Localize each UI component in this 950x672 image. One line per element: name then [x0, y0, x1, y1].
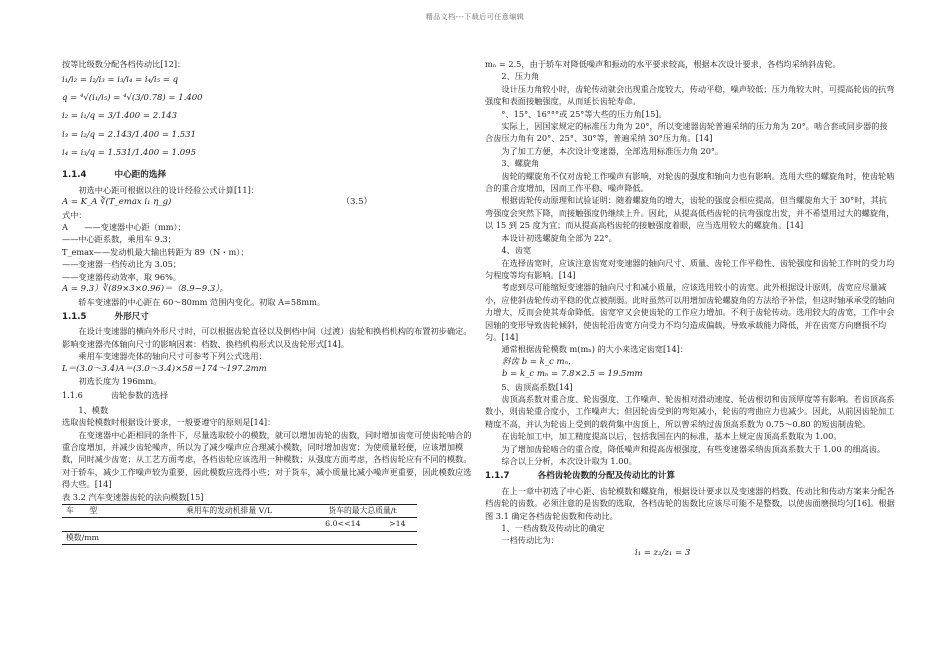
face-width-formula-1: 斜齿 b = k_c mₙ，: [502, 356, 577, 367]
where-label: 式中：: [62, 209, 87, 220]
addendum-heading: 5、齿顶高系数[14]: [501, 381, 573, 392]
module-table: [62, 504, 417, 545]
face-width-p3: 通常根据齿轮模数 m(mₙ) 的大小来选定齿宽[14]：: [501, 344, 689, 355]
section-title: 中心距的选择: [114, 170, 167, 181]
dimensions-paragraph: 在设计变速器的横向外形尺寸时，可以根据齿轮直径以及倒档中间（过渡）齿轮和换档机构的布置初步确定。影响变速器壳体轴向尺寸的影响因素：档数、换档机构形式以及齿轮形式[14]。: [62, 326, 472, 349]
helix-angle-p1: 齿轮的螺旋角不仅对齿轮工作噪声有影响，对轮齿的强度和轴向力也有影响。选用大些的螺旋角时，使齿轮啮合的重合度增加，因而工作平稳、噪声降低。: [485, 170, 895, 194]
face-width-heading: 4、齿宽: [501, 245, 532, 256]
section-1-1-7-heading: [485, 470, 895, 482]
q-equation: q = ⁴√(i₁/i₅) = ⁴√(3/0.78) = 1.400: [62, 92, 203, 103]
i4-equation: i₄ = i₃/q = 1.531/1.400 = 1.095: [62, 148, 196, 159]
section-number: 1.1.5: [62, 311, 87, 322]
center-distance-calc: A = 9.3）∛(89×3×0.96)＝（8.9−9.3）。: [62, 284, 229, 295]
module-principle: 在变速器中心距相同的条件下，尽量选取较小的模数，就可以增加齿轮的齿数，同时增加齿宽可使齿轮啮合的重合度增加，并减少齿轮噪声，所以为了减少噪声应合理减小模数，同时增加齿宽；为使质量轻便，应该增加模数，同时减少齿宽；从工艺方面考虑，各档齿轮应该选用一种模数；从强度方面考虑，各档齿轮应有不同的模数。对于轿车，减少工作噪声较为重要，因此模数应选得小些；对于货车，减小质量比减小噪声更重要，因此模数应选得大些。[14]: [62, 429, 472, 490]
table-caption: 表 3.2 汽车变速器齿轮的法向模数[15]: [62, 491, 204, 502]
table-cell: [62, 518, 150, 531]
i3-equation: i₃ = i₂/q = 2.143/1.400 = 1.531: [62, 129, 196, 140]
section-title: 各档齿轮齿数的分配及传动比的计算: [537, 471, 675, 482]
table-subheader-2: >14: [378, 518, 417, 531]
table-header-car: 乘用车的发动机排量 V/L: [150, 505, 308, 518]
module-selection: mₙ = 2.5，由于轿车对降低噪声和振动的水平要求较高，根据本次设计要求，各档均采纳斜齿轮。: [485, 59, 841, 69]
i2-equation: i₂ = i₁/q = 3/1.400 = 2.143: [62, 111, 178, 122]
page-header: 精品文档---下载后可任意编辑: [425, 13, 525, 21]
ratio-equation: i₁/i₂ = i₂/i₃ = i₃/i₄ = i₄/i₅ = q: [62, 75, 179, 86]
section-number: 1.1.7: [485, 471, 510, 482]
axial-size-intro: 乘用车变速器壳体的轴向尺寸可参考下列公式选用：: [78, 351, 267, 362]
table-cell: [308, 531, 378, 544]
equation-number: （3.5）: [341, 197, 372, 208]
face-width-formula-2: b = k_c mₙ = 7.8×2.5 = 19.5mm: [502, 369, 643, 380]
face-width-p1: 在选择齿宽时，应该注意齿宽对变速器的轴向尺寸、质量、齿轮工作平稳性、齿轮强度和齿轮工作时的受力均匀程度等均有影响。[14]: [485, 257, 895, 280]
pressure-angle-heading: 2、压力角: [501, 71, 540, 82]
def-i1: ——变速器一档传动比为 3.05；: [62, 259, 182, 270]
helix-angle-p3: 本设计初选螺旋角全部为 22°。: [501, 232, 617, 243]
tooth-count-intro: 在上一章中初选了中心距、齿轮模数和螺旋角，根据设计要求以及变速器的档数、传动比和传动方案来分配各档齿轮的齿数。必须注意的是齿数的选取，各档齿轮的齿数比应该尽可能不是整数，以使齿面磨损均匀[16]。根据图 3.1 确定各档齿轮齿数和传动比。: [485, 485, 895, 521]
gear-ratio-intro: 按等比级数分配各档传动比[12]：: [62, 59, 186, 69]
length-formula: L＝(3.0～3.4)A＝(3.0～3.4)×58＝174～197.2mm: [62, 363, 267, 374]
pressure-angle-p4: 为了加工方便，本次设计变速器，全部选用标准压力角 20°。: [501, 145, 724, 156]
def-eta: ——变速器传动效率，取 96%。: [62, 271, 182, 282]
addendum-p2: 在齿轮加工中，加工精度提高以后，包括我国在内的标准，基本上规定齿顶高系数取为 1.00。: [501, 431, 842, 442]
pressure-angle-p1: 设计压力角较小时，齿轮传动就会出现重合度较大，传动平稳，噪声较低；压力角较大时，可提高轮齿的抗弯强度和表面接触强度，从而延长齿轮寿命。: [485, 83, 895, 107]
length-choice: 初选长度为 196mm。: [78, 375, 162, 386]
helix-angle-heading: 3、螺旋角: [501, 158, 540, 169]
formula-text: A = K_A ∛(T_emax i₁ η_g): [62, 197, 172, 208]
module-principle-intro: 选取齿轮模数时根据设计要求，一般要遵守的原则是[14]：: [62, 417, 276, 428]
section-title: 外形尺寸: [114, 311, 149, 322]
center-distance-choice: 轿车变速器的中心距在 60～80mm 范围内变化。初取 A=58mm。: [78, 296, 326, 307]
helix-angle-p2: 根据齿轮传动原理和试验证明：随着螺旋角的增大，齿轮的强度会相应提高，但当螺旋角大于 30°时，其抗弯强度会突然下降，而接触强度仍继续上升。因此，从提高低档齿轮的抗弯强度出发，并不希望用过大的螺旋角，以 15 到 25 度为宜；而从提高高档齿轮的接触强度着眼，应当选用较大的螺旋角。[14]: [485, 195, 895, 231]
pressure-angle-p3: 实际上，因国家规定的标准压力角为 20°，所以变速器齿轮普遍采纳的压力角为 20°。啮合套或同步器的接合齿压力角有 20°、25°、30°等，普遍采纳 30°压力角。[14]: [485, 121, 888, 144]
section-1-1-6-heading: [62, 389, 472, 401]
center-distance-formula: [62, 196, 472, 208]
addendum-p4: 综合以上分析，本次设计取为 1.00。: [501, 456, 637, 466]
center-distance-intro: 初选中心距可根据以往的设计经验公式计算[11]：: [78, 184, 259, 195]
module-heading: 1、模数: [78, 404, 109, 415]
section-number: 1.1.4: [62, 170, 87, 181]
first-gear-ratio: i₁ = z₂/z₁ = 3: [635, 547, 691, 558]
table-cell: [378, 531, 417, 544]
first-gear-label: 一档传动比为：: [501, 535, 559, 546]
table-cell: [150, 518, 308, 531]
section-1-1-5-heading: [62, 311, 472, 323]
table-cell: [150, 531, 308, 544]
section-title: 齿轮参数的选择: [110, 390, 169, 401]
table-row-label: 模数/mm: [62, 531, 150, 544]
def-a: A ——变速器中心距（mm）；: [62, 222, 186, 233]
def-temax: T_emax——发动机最大输出转距为 89（N・m）；: [62, 246, 249, 257]
pressure-angle-p2: °、15°、16°°°或 25°等大些的压力角[15]。: [501, 108, 667, 119]
def-ka: ——中心距系数，乘用车 9.3；: [62, 234, 176, 245]
face-width-p2: 考虑到尽可能缩短变速器的轴向尺寸和减小质量，应该选用较小的齿宽。此外根据设计原则，齿宽应尽量减小，应使斜齿轮传动平稳的优点被削弱。此时虽然可以用增加齿轮螺旋角的方法给予补偿，但这时轴承承受的轴向力增大，反而会使其寿命降低。齿宽窄又会使齿轮的工作应力增加。不利于齿轮传动。选用较大的齿宽，工作中会因轴的变形导致齿轮倾斜，使齿轮沿齿宽方向受力不均匀造成偏载，导致承载能力降低，并在齿宽方向磨损不均匀。[14]: [485, 282, 895, 342]
section-1-1-4-heading: [62, 169, 472, 181]
table-subheader-1: 6.0<<14: [308, 518, 378, 531]
left-column: [62, 58, 472, 545]
addendum-p1: 齿顶高系数对重合度、轮齿强度、工作噪声、轮齿相对滑动速度、轮齿根切和齿顶厚度等有影响。若齿顶高系数小，则齿轮重合度小，工作噪声大；但因轮齿受到的弯矩减小，轮齿的弯曲应力也减少。因此，从前因齿轮加工精度不高，并认为轮齿上受到的载荷集中齿顶上，所以曾采纳过齿顶高系数为 0.75～0.80 的短齿制齿轮。: [485, 393, 895, 429]
first-gear-heading: 1、一档齿数及传动比的确定: [501, 523, 605, 534]
table-header-type: 车 型: [62, 505, 150, 518]
addendum-p3: 为了增加齿轮啮合的重合度，降低噪声和提高齿根强度，有些变速器采纳齿顶高系数大于 1.00 的细高齿。: [501, 443, 886, 454]
right-column: [485, 58, 895, 559]
section-number: 1.1.6: [62, 390, 83, 401]
table-header-truck: 货车的最大总质量/t: [308, 505, 417, 518]
